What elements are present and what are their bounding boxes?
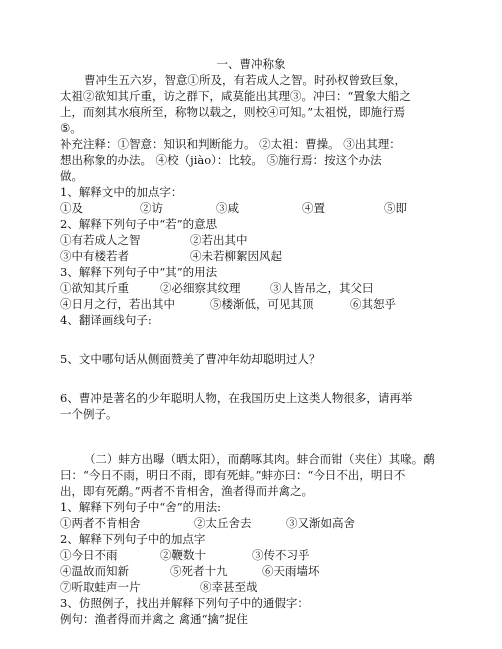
s2-q2-option: ③传不习乎 [252, 548, 310, 562]
s1-q3-option: ⑥其恕乎 [350, 297, 396, 311]
s1-q2-option: ②若出其中 [190, 233, 248, 247]
s2-q2-option: ②鞭数十 [160, 548, 206, 562]
passage2-line-2: 曰：“今日不雨，明日不雨，即有死蚌。”蚌亦曰：“今日不出，明日不 [60, 468, 406, 482]
passage1-line-2: 太祖②欲知其斤重，访之群下，咸莫能出其理③。冲曰：“置象大船之 [60, 89, 411, 103]
s1-q2-options-row-2 [60, 249, 282, 264]
s2-q2-option: ⑧幸甚至哉 [200, 580, 258, 594]
s1-q2-option: ④未若柳絮因风起 [190, 249, 282, 263]
s2-q2-option: ⑦听取蛙声一片 [60, 580, 141, 594]
s2-q2-prompt: 2、解释下列句子中的加点字 [60, 532, 206, 546]
s2-q2-option: ①今日不雨 [60, 548, 118, 562]
passage1-line-3: 上，而刻其水痕所至，称物以载之，则校④可知。”太祖悦，即施行焉 [60, 105, 406, 119]
s1-q3-option: ④日月之行，若出其中 [60, 297, 175, 311]
s1-q2-option: ③中有楼若者 [60, 249, 129, 263]
s1-q3-option: ①欲知其斤重 [60, 281, 129, 295]
s1-q5-prompt: 5、文中哪句话从侧面赞美了曹冲年幼却聪明过人？ [60, 352, 321, 366]
s1-q1-option: ③咸 [216, 201, 239, 215]
s1-q1-options [60, 201, 407, 216]
notes-line-3: 做。 [60, 169, 83, 183]
s1-q2-option: ①有若成人之智 [60, 233, 141, 247]
s2-q2-options-row-3 [60, 580, 258, 595]
s2-q2-options-row-2 [60, 564, 320, 579]
s2-q2-option: ⑤死者十九 [170, 564, 228, 578]
passage2-line-1: （二）蚌方出曝（晒太阳），而鹬啄其肉。蚌合而钳（夹住）其喙。鹬 [84, 452, 435, 466]
s1-q6-prompt-line-1: 6、曹冲是著名的少年聪明人物，在我国历史上这类人物很多，请再举 [60, 391, 413, 405]
s2-q2-options-row-1 [60, 548, 310, 563]
s2-q1-option: ②太丘舍去 [194, 516, 252, 530]
notes-line-2: 想出称象的办法。 ④校（jiào）：比较。 ⑤施行焉：按这个办法 [60, 153, 382, 167]
s2-q1-option: ③又渐如高舍 [286, 516, 355, 530]
s2-q3-prompt: 3、仿照例子，找出并解释下列句子中的通假字： [60, 596, 309, 610]
s2-q1-prompt: 1、解释下列句子中“舍”的用法: [60, 500, 221, 514]
s1-q1-option: ⑤即 [384, 201, 407, 215]
passage1-line-1: 曹冲生五六岁，智意①所及，有若成人之智。时孙权曾致巨象， [84, 73, 406, 87]
s1-q2-options-row-1 [60, 233, 248, 248]
s2-q3-example: 例句：渔者得而并禽之 禽通“擒”捉住 [60, 612, 248, 626]
s2-q1-option: ①两者不肯相舍 [60, 516, 141, 530]
s1-q4-prompt: 4、翻译画线句子: [60, 313, 152, 327]
passage1-line-4: ⑤。 [60, 121, 82, 135]
s1-q3-prompt: 3、解释下列句子中“其”的用法 [60, 265, 218, 279]
s2-q2-option: ④温故而知新 [60, 564, 129, 578]
s1-q1-option: ①及 [60, 201, 83, 215]
s2-q2-option: ⑥天雨墙坏 [262, 564, 320, 578]
s1-q1-prompt: 1、解释文中的加点字： [60, 185, 183, 199]
s2-q1-options [60, 516, 355, 531]
s1-q3-options-row-2 [60, 297, 396, 312]
s1-q3-option: ②必细察其纹理 [160, 281, 241, 295]
s1-q3-options-row-1 [60, 281, 374, 296]
section1-title: 一、曹冲称象 [216, 57, 286, 71]
s1-q6-prompt-line-2: 一个例子。 [60, 407, 118, 421]
s1-q3-option: ③人皆吊之，其父曰 [270, 281, 374, 295]
s1-q2-prompt: 2、解释下列句子中“若”的意思 [60, 217, 218, 231]
s1-q3-option: ⑤楼渐低，可见其顶 [210, 297, 314, 311]
s1-q1-option: ④置 [302, 201, 325, 215]
passage2-line-3: 出，即有死鹬。”两者不肯相舍，渔者得而并禽之。 [60, 484, 314, 498]
notes-line-1: 补充注释：①智意：知识和判断能力。 ②太祖：曹操。 ③出其理： [60, 137, 401, 151]
s1-q1-option: ②访 [140, 201, 163, 215]
